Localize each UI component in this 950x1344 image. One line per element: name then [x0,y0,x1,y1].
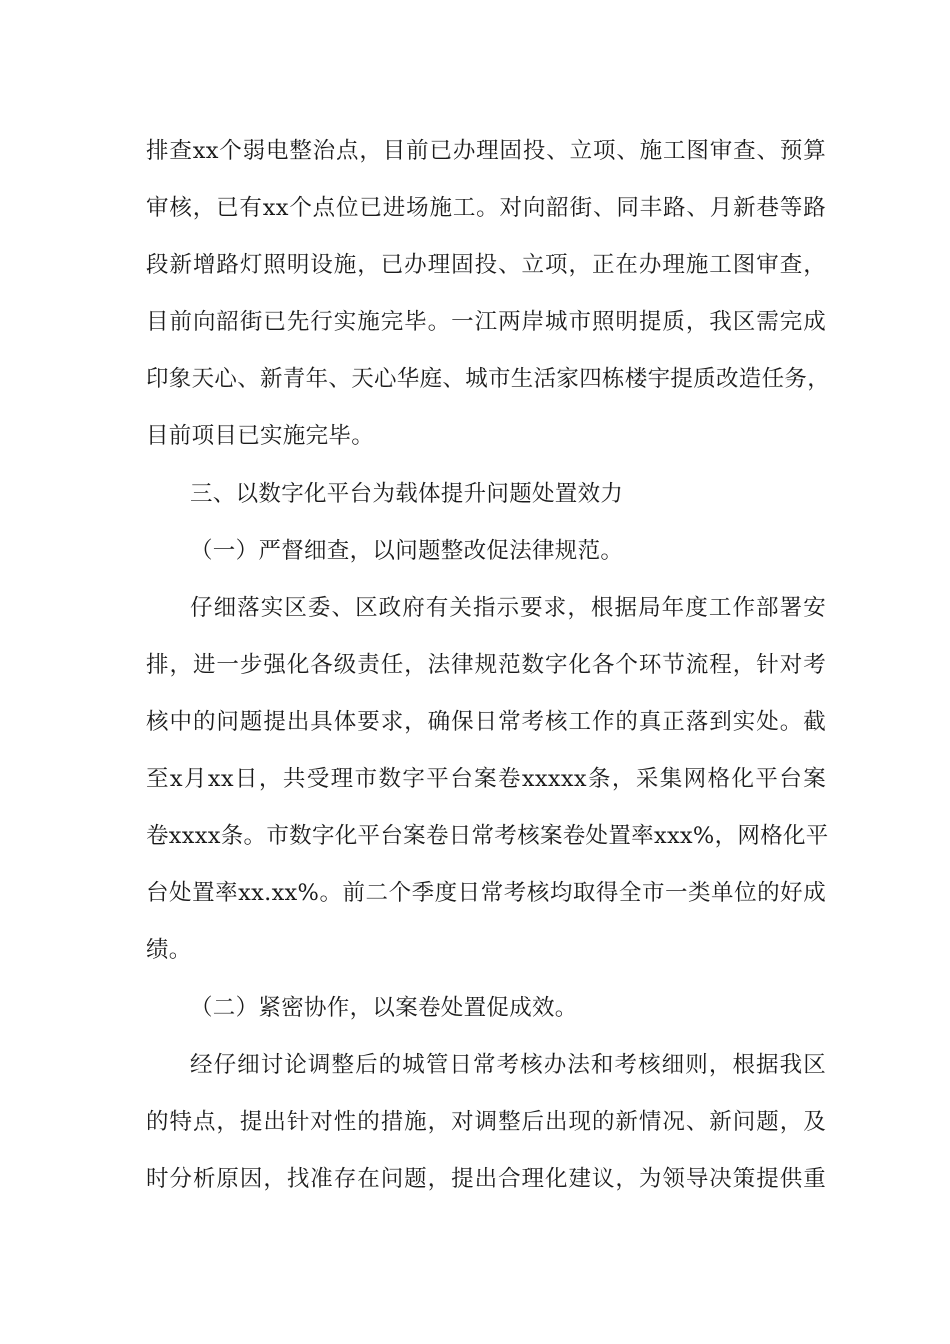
paragraph-line: 目前向韶街已先行实施完毕。一江两岸城市照明提质，我区需完成 [146,309,826,335]
subsection-heading: （二）紧密协作，以案卷处置促成效。 [190,995,578,1021]
paragraph-line: 时分析原因，找准存在问题，提出合理化建议，为领导决策提供重 [146,1166,826,1192]
paragraph-line: 审核，已有xx个点位已进场施工。对向韶街、同丰路、月新巷等路 [146,195,826,221]
paragraph-line: 目前项目已实施完毕。 [146,423,375,449]
paragraph-line: 段新增路灯照明设施，已办理固投、立项，正在办理施工图审查， [146,252,826,278]
paragraph-line: 台处置率xx.xx%。前二个季度日常考核均取得全市一类单位的好成 [146,880,826,906]
paragraph-line: 核中的问题提出具体要求，确保日常考核工作的真正落到实处。截 [146,709,826,735]
paragraph-line: 绩。 [146,937,192,963]
paragraph-line: 卷xxxx条。市数字化平台案卷日常考核案卷处置率xxx%，网格化平 [146,823,829,849]
paragraph-line: 排查xx个弱电整治点，目前已办理固投、立项、施工图审查、预算 [146,138,826,164]
paragraph-line: 经仔细讨论调整后的城管日常考核办法和考核细则，根据我区 [190,1052,826,1078]
paragraph-line: 排，进一步强化各级责任，法律规范数字化各个环节流程，针对考 [146,652,826,678]
paragraph-line: 的特点，提出针对性的措施，对调整后出现的新情况、新问题，及 [146,1109,826,1135]
paragraph-line: 仔细落实区委、区政府有关指示要求，根据局年度工作部署安 [190,595,826,621]
paragraph-line: 印象天心、新青年、天心华庭、城市生活家四栋楼宇提质改造任务， [146,366,831,392]
section-heading: 三、以数字化平台为载体提升问题处置效力 [190,481,624,507]
subsection-heading: （一）严督细查，以问题整改促法律规范。 [190,538,624,564]
paragraph-line: 至x月xx日，共受理市数字平台案卷xxxxx条，采集网格化平台案 [146,766,826,792]
